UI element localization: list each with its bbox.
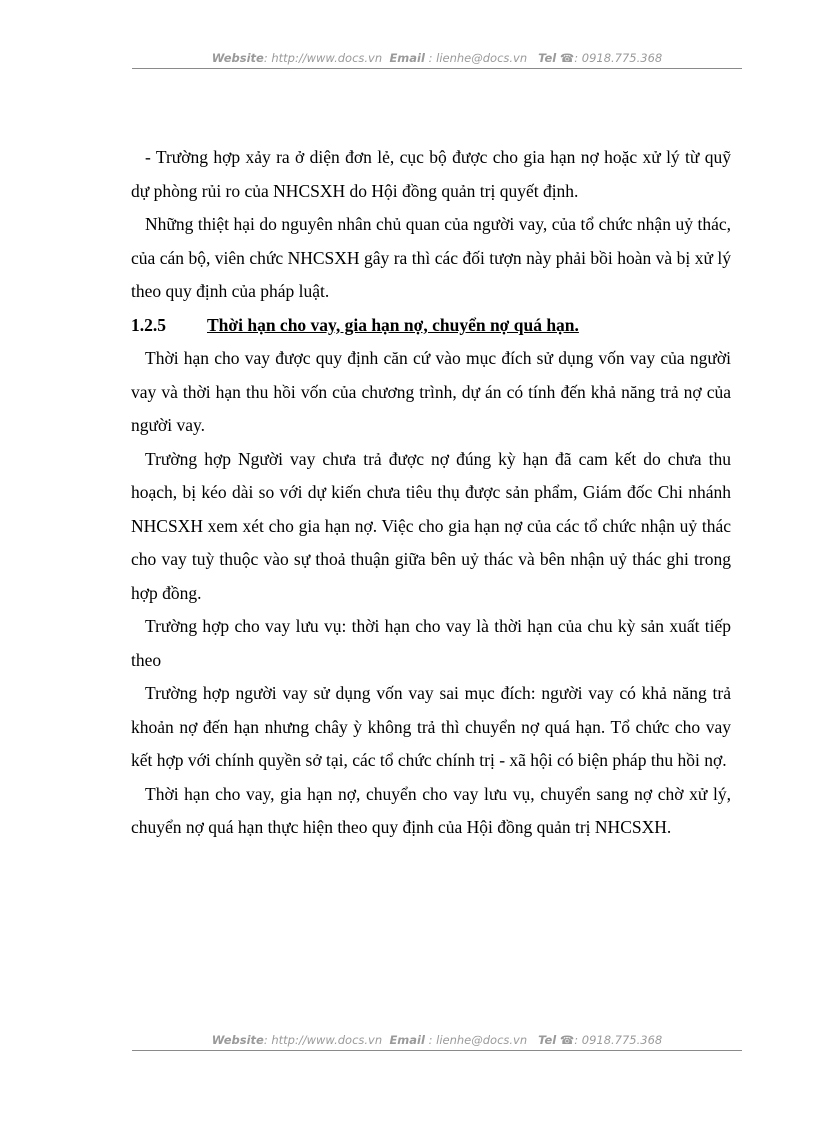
section-number: 1.2.5 — [131, 314, 166, 335]
website-label: Website — [211, 51, 264, 65]
section-heading — [131, 309, 731, 343]
footer-tel-value: : 0918.775.368 — [574, 1033, 663, 1047]
paragraph-1: - Trường hợp xảy ra ở diện đơn lẻ, cục bộ được cho gia hạn nợ hoặc xử lý từ quỹ dự phòng rủi ro của NHCSXH do Hội đồng quản trị quyết định. — [131, 147, 731, 201]
phone-icon: ☎ — [559, 51, 575, 65]
footer-tel-label: Tel — [538, 1033, 557, 1047]
footer-contact-line — [132, 1033, 742, 1047]
tel-label: Tel — [538, 51, 557, 65]
tel-value: : 0918.775.368 — [574, 51, 663, 65]
paragraph-2: Những thiệt hại do nguyên nhân chủ quan của người vay, của tổ chức nhận uỷ thác, của cán bộ, viên chức NHCSXH gây ra thì các đối tượn này phải bồi hoàn và bị xử lý theo quy định của pháp luật. — [131, 214, 731, 301]
paragraph-7: Thời hạn cho vay, gia hạn nợ, chuyển cho vay lưu vụ, chuyển sang nợ chờ xử lý, chuyển nợ quá hạn thực hiện theo quy định của Hội đồng quản trị NHCSXH. — [131, 783, 731, 837]
website-url[interactable]: : http://www.docs.vn — [263, 51, 383, 65]
email-value[interactable]: : lienhe@docs.vn — [428, 51, 528, 65]
document-body — [131, 141, 731, 845]
page-footer — [132, 1033, 742, 1051]
section-title: Thời hạn cho vay, gia hạn nợ, chuyển nợ quá hạn. — [207, 314, 579, 335]
page-header — [132, 51, 742, 69]
footer-website-label: Website — [211, 1033, 264, 1047]
paragraph-4: Trường hợp Người vay chưa trả được nợ đúng kỳ hạn đã cam kết do chưa thu hoạch, bị kéo dài so với dự kiến chưa tiêu thụ được sản phẩm, Giám đốc Chi nhánh NHCSXH xem xét cho gia hạn nợ. Việc cho gia hạn nợ của các tổ chức nhận uỷ thác cho vay tuỳ thuộc vào sự thoả thuận giữa bên uỷ thác và bên nhận uỷ thác ghi trong hợp đồng. — [131, 448, 731, 603]
header-contact-line — [132, 51, 742, 65]
paragraph-6: Trường hợp người vay sử dụng vốn vay sai mục đích: người vay có khả năng trả khoản nợ đến hạn nhưng chây ỳ không trả thì chuyển nợ quá hạn. Tổ chức cho vay kết hợp với chính quyền sở tại, các tổ chức chính trị - xã hội có biện pháp thu hồi nợ. — [131, 683, 731, 770]
paragraph-3: Thời hạn cho vay được quy định căn cứ vào mục đích sử dụng vốn vay của người vay và thời hạn thu hồi vốn của chương trình, dự án có tính đến khả năng trả nợ của người vay. — [131, 348, 731, 435]
footer-phone-icon: ☎ — [559, 1033, 575, 1047]
footer-email-value[interactable]: : lienhe@docs.vn — [428, 1033, 528, 1047]
paragraph-5: Trường hợp cho vay lưu vụ: thời hạn cho vay là thời hạn của chu kỳ sản xuất tiếp theo — [131, 616, 731, 670]
footer-website-url[interactable]: : http://www.docs.vn — [263, 1033, 383, 1047]
header-divider — [132, 68, 742, 69]
email-label: Email — [389, 51, 425, 65]
footer-divider — [132, 1050, 742, 1051]
footer-email-label: Email — [389, 1033, 425, 1047]
